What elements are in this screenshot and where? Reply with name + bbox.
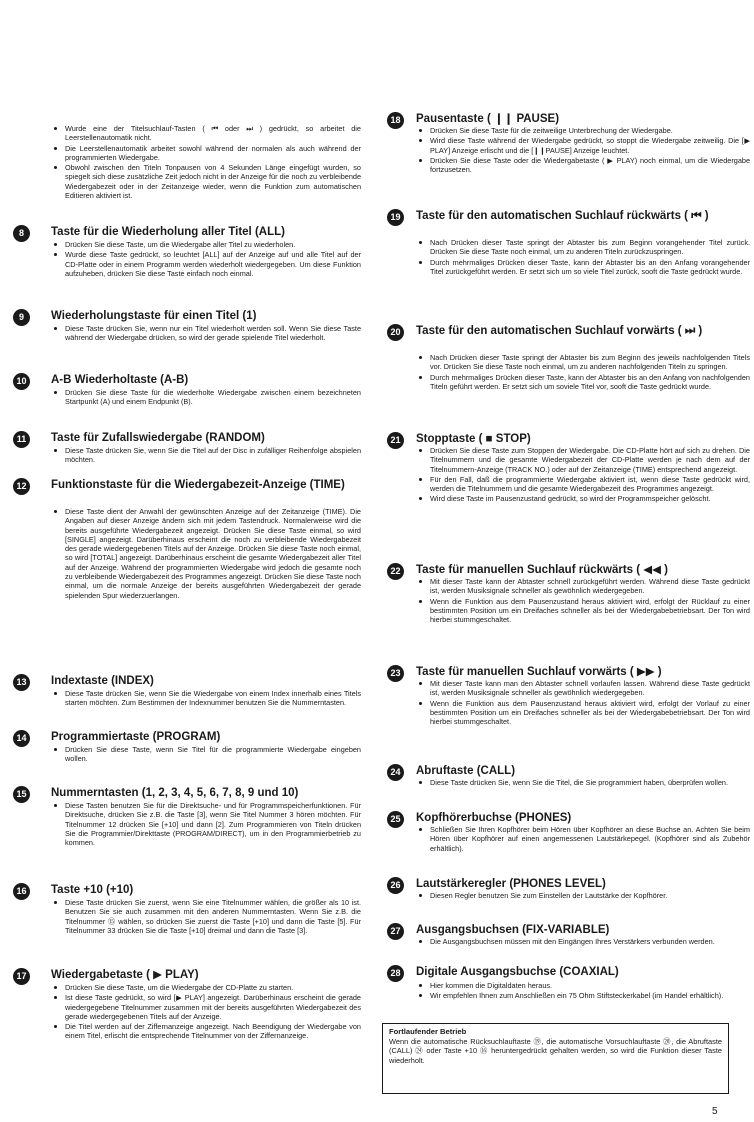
section-number-badge: 15 <box>13 786 30 803</box>
section-title: Taste +10 (+10) <box>51 884 134 896</box>
section-item: Durch mehrmaliges Drücken dieser Taste, kann der Abtaster bis an den Anfang von nachfolgenden Titeln geführt werden. Er setzt sich um soviele Titel vor, sooft die Taste gedrückt wurde. <box>416 373 750 392</box>
section-item: Ist diese Taste gedrückt, so wird [▶ PLAY] angezeigt. Darüberhinaus erscheint die gerade wiedergegebene Titelnummer zusammen mit der bereits ausgeführten Wiedergabezeit des gerade wiedergegebenen Titels auf der Anzeige. <box>51 993 361 1021</box>
section-title: A-B Wiederholtaste (A-B) <box>51 374 189 386</box>
intro-item: Wurde eine der Titelsuchlauf-Tasten ( ⏮ oder ⏭ ) gedrückt, so arbeitet die Leerstellenautomatik nicht. <box>51 124 361 143</box>
section-item: Schließen Sie Ihren Kopfhörer beim Hören über Kopfhörer an diese Buchse an. Achten Sie beim Hören über Kopfhörer auf einen angemessenen Lautstärkepegel. (Kopfhörer sind als Zubehör erhältlich). <box>416 825 750 853</box>
section-title: Programmiertaste (PROGRAM) <box>51 731 221 743</box>
section-number-badge: 25 <box>387 811 404 828</box>
section-item: Wird diese Taste während der Wiedergabe gedrückt, so stoppt die Wiedergabe zeitweilig. Die [▶ PLAY] Anzeige erlischt und die [❙❙PAUSE] Anzeige leuchtet. <box>416 136 750 155</box>
section-item: Wurde diese Taste gedrückt, so leuchtet [ALL] auf der Anzeige auf und alle Titel auf der CD-Platte oder in einem Programm werden wiederholt wiedergegeben. Um diese Funktion aufzuheben, drücken Sie diese Taste einfach noch einmal. <box>51 250 361 278</box>
section-item: Mit dieser Taste kann man den Abtaster schnell vorlaufen lassen. Während diese Taste gedrückt ist, werden Musiksignale schneller als gewöhnlich wiedergegeben. <box>416 679 750 698</box>
section-number-badge: 14 <box>13 730 30 747</box>
section-item: Diese Taste drücken Sie, wenn Sie die Titel, die Sie programmiert haben, überprüfen wollen. <box>416 778 750 787</box>
section-item: Mit dieser Taste kann der Abtaster schnell zurückgeführt werden. Während diese Taste gedrückt ist, werden Musiksignale schneller als gewöhnlich wiedergegeben. <box>416 577 750 596</box>
section-number-badge: 26 <box>387 877 404 894</box>
section-title: Taste für manuellen Suchlauf vorwärts ( ▶▶ ) <box>416 666 662 678</box>
section-item: Diese Taste dient der Anwahl der gewünschten Anzeige auf der Zeitanzeige (TIME). Die Angaben auf dieser Anzeige ändern sich mit jedem Tastendruck. Normalerweise wird die bereits ausgeführte Wiedergabezeit angezeigt. Drücken Sie diese Taste einmal, so wird [SINGLE] angezeigt. Darüberhinaus erscheint die noch zu verbleibende Wiedergabezeit des gerade wiedergegebenen Titels auf der Anzeige. Drücken Sie diese Taste noch einmal, so wird [TOTAL] angezeigt. Darüberhinaus erscheint die gesamte Wiedergabezeit aller Titel auf der Anzeige. Während der programmierten Wiedergabe wird jedoch die gesamte noch zu verbleibende Wiedergabezeit des Programmes angezeigt. Drücken Sie diese Taste noch einmal, um die normale Anzeige der bereits ausgeführten Wiedergabezeit der gerade spielenden Spur wiederzuerlangen. <box>51 507 361 600</box>
section-item: Drücken Sie diese Taste zum Stoppen der Wiedergabe. Die CD-Platte hört auf sich zu drehen. Die Titelnummern und die gesamte Wiedergabezeit der CD-Platte werden je nach dem auf der Titelnummern-Anzeige (TRACK NO.) oder auf der Zeitanzeige (TIME) entsprechend angezeigt. <box>416 446 750 474</box>
section-number-badge: 12 <box>13 478 30 495</box>
section-item: Diese Taste drücken Sie, wenn Sie die Titel auf der Disc in zufälliger Reihenfolge abspielen möchten. <box>51 446 361 465</box>
section-number-badge: 24 <box>387 764 404 781</box>
section-item: Wird diese Taste im Pausenzustand gedrückt, so wird der Programmspeicher gelöscht. <box>416 494 750 503</box>
section-number-badge: 11 <box>13 431 30 448</box>
section-item: Durch mehrmaliges Drücken dieser Taste, kann der Abtaster bis an den Anfang vorangehender Titel zurückgeführt werden. Er setzt sich um so viele Titel zurück, sooft die Taste gedrückt wurde. <box>416 258 750 277</box>
section-item: Diese Taste drücken Sie, wenn nur ein Titel wiederholt werden soll. Wenn Sie diese Taste während der Wiedergabe drücken, so wird der gerade spielende Titel wiederholt. <box>51 324 361 343</box>
section-number-badge: 13 <box>13 674 30 691</box>
section-number-badge: 28 <box>387 965 404 982</box>
section-item: Wir empfehlen Ihnen zum Anschließen ein 75 Ohm Stiftsteckerkabel (im Handel erhältlich). <box>416 991 750 1000</box>
section-number-badge: 17 <box>13 968 30 985</box>
section-title: Taste für den automatischen Suchlauf vorwärts ( ⏭ ) <box>416 325 703 337</box>
section-item: Nach Drücken dieser Taste springt der Abtaster bis zum Beginn des jeweils nachfolgenden Titels vor. Drücken Sie diese Taste noch einmal, um zu anderen nachfolgenden Titeln zu springen. <box>416 353 750 372</box>
section-item: Diese Taste drücken Sie zuerst, wenn Sie eine Titelnummer wählen, die größer als 10 ist. Benutzen Sie sie auch zusammen mit den anderen Nummerntasten. Wenn Sie z.B. die Titelnummer ⑮ wählen, so drücken Sie zuerst die Taste [+10] und dann die Taste [5]. Für Titelnummer 33 drücken Sie die Taste [+10] dreimal und dann die Taste [3]. <box>51 898 361 935</box>
section-item: Wenn die Funktion aus dem Pausenzustand heraus aktiviert wird, erfolgt der Rücklauf zu einer bestimmten Position um ein Dreifaches schneller als bei der Wiedergabebetriebsart. Der Ton wird hierbei stummgeschaltet. <box>416 597 750 625</box>
section-number-badge: 9 <box>13 309 30 326</box>
section-number-badge: 27 <box>387 923 404 940</box>
section-title: Digitale Ausgangsbuchse (COAXIAL) <box>416 966 619 978</box>
note-box <box>382 1023 729 1094</box>
section-title: Nummerntasten (1, 2, 3, 4, 5, 6, 7, 8, 9 und 10) <box>51 787 299 799</box>
section-number-badge: 18 <box>387 112 404 129</box>
section-item: Diese Tasten benutzen Sie für die Direktsuche- und für Programmspeicherfunktionen. Für Direktsuche, drücken Sie z.B. die Taste [3], wenn Sie Titel Nummer 3 hören möchten. Für Titelnummer 12 drücken Sie [+10] und dann [2]. Zum Programmieren von Titeln drücken Sie die Programmier/Direkttaste (PROGRAM/DIRECT), um in den Programmierbetrieb zu kommen. <box>51 801 361 847</box>
section-item: Drücken Sie diese Taste oder die Wiedergabetaste ( ▶ PLAY) noch einmal, um die Wiedergabe fortzusetzen. <box>416 156 750 175</box>
section-item: Hier kommen die Digitaldaten heraus. <box>416 981 750 990</box>
section-title: Funktionstaste für die Wiedergabezeit-Anzeige (TIME) <box>51 479 345 491</box>
section-title: Wiedergabetaste ( ▶ PLAY) <box>51 969 199 981</box>
section-title: Taste für die Wiederholung aller Titel (ALL) <box>51 226 285 238</box>
page-number: 5 <box>712 1106 718 1117</box>
section-title: Wiederholungstaste für einen Titel (1) <box>51 310 257 322</box>
section-item: Für den Fall, daß die programmierte Wiedergabe aktiviert ist, wenn diese Taste gedrückt wird, werden die Titelnummern und die gesamte Wiedergabezeit des Programmes angezeigt. <box>416 475 750 494</box>
section-item: Die Titel werden auf der Ziffernanzeige angezeigt. Nach Beendigung der Wiedergabe von einem Titel, erlischt die entsprechende Titelnummer von der Ziffernanzeige. <box>51 1022 361 1041</box>
section-28-items <box>380 981 754 1002</box>
section-item: Drücken Sie diese Taste für die wiederholte Wiedergabe zwischen einem bezeichneten Startpunkt (A) und einem Endpunkt (B). <box>51 388 361 407</box>
section-number-badge: 16 <box>13 883 30 900</box>
section-item: Drücken Sie diese Taste, um die Wiedergabe der CD-Platte zu starten. <box>51 983 361 992</box>
section-item: Drücken Sie diese Taste für die zeitweilige Unterbrechung der Wiedergabe. <box>416 126 750 135</box>
section-number-badge: 22 <box>387 563 404 580</box>
section-number-badge: 20 <box>387 324 404 341</box>
section-number-badge: 10 <box>13 373 30 390</box>
section-item: Diesen Regler benutzen Sie zum Einstellen der Lautstärke der Kopfhörer. <box>416 891 750 900</box>
section-title: Taste für den automatischen Suchlauf rückwärts ( ⏮ ) <box>416 210 709 222</box>
note-title: Fortlaufender Betrieb <box>389 1027 467 1036</box>
intro-item: Obwohl zwischen den Titeln Tonpausen von 4 Sekunden Länge eingefügt wurden, so spiegelt sich diese zusätzliche Zeit jedoch nicht in der Anzeige für die noch zu verbleibende Wiedergabezeit oder in der Zeitanzeige wieder, wenn die Funktion zum automatischen Editieren aktiviert ist. <box>51 163 361 200</box>
section-title: Ausgangsbuchsen (FIX-VARIABLE) <box>416 924 610 936</box>
section-number-badge: 23 <box>387 665 404 682</box>
note-text: Wenn die automatische Rücksuchlauftaste ⑲, die automatische Vorsuchlauftaste ⑳, die Abruftaste (CALL) ㉔ oder Taste +10 ⑯ heruntergedrückt gehalten werden, so wird die Funktion dieser Taste wiederholt. <box>389 1037 722 1065</box>
section-item: Wenn die Funktion aus dem Pausenzustand heraus aktiviert wird, erfolgt der Vorlauf zu einer bestimmten Position um ein Dreifaches schneller als bei der Wiedergabebetriebsart. Der Ton wird hierbei stummgeschaltet. <box>416 699 750 727</box>
intro-item: Die Leerstellenautomatik arbeitet sowohl während der normalen als auch während der programmierten Wiedergabe. <box>51 144 361 163</box>
section-number-badge: 8 <box>13 225 30 242</box>
section-title: Taste für manuellen Suchlauf rückwärts ( ◀◀ ) <box>416 564 669 576</box>
section-item: Nach Drücken dieser Taste springt der Abtaster bis zum Beginn vorangehender Titel zurück. Drücken Sie diese Taste noch einmal, um zu anderen Titeln zurückzuspringen. <box>416 238 750 257</box>
section-item: Die Ausgangsbuchsen müssen mit den Eingängen Ihres Verstärkers verbunden werden. <box>416 937 750 946</box>
section-title: Taste für Zufallswiedergabe (RANDOM) <box>51 432 265 444</box>
section-title: Pausentaste ( ❙❙ PAUSE) <box>416 113 560 125</box>
section-title: Kopfhörerbuchse (PHONES) <box>416 812 572 824</box>
section-number-badge: 21 <box>387 432 404 449</box>
section-item: Diese Taste drücken Sie, wenn Sie die Wiedergabe von einem Index innerhalb eines Titels starten möchten. Zum Bestimmen der Indexnummer benutzen Sie die Nummerntasten. <box>51 689 361 708</box>
section-item: Drücken Sie diese Taste, um die Wiedergabe aller Titel zu wiederholen. <box>51 240 361 249</box>
section-item: Drücken Sie diese Taste, wenn Sie Titel für die programmierte Wiedergabe eingeben wollen. <box>51 745 361 764</box>
section-title: Indextaste (INDEX) <box>51 675 154 687</box>
section-title: Lautstärkeregler (PHONES LEVEL) <box>416 878 606 890</box>
section-title: Stopptaste ( ■ STOP) <box>416 433 531 445</box>
section-title: Abruftaste (CALL) <box>416 765 516 777</box>
section-number-badge: 19 <box>387 209 404 226</box>
